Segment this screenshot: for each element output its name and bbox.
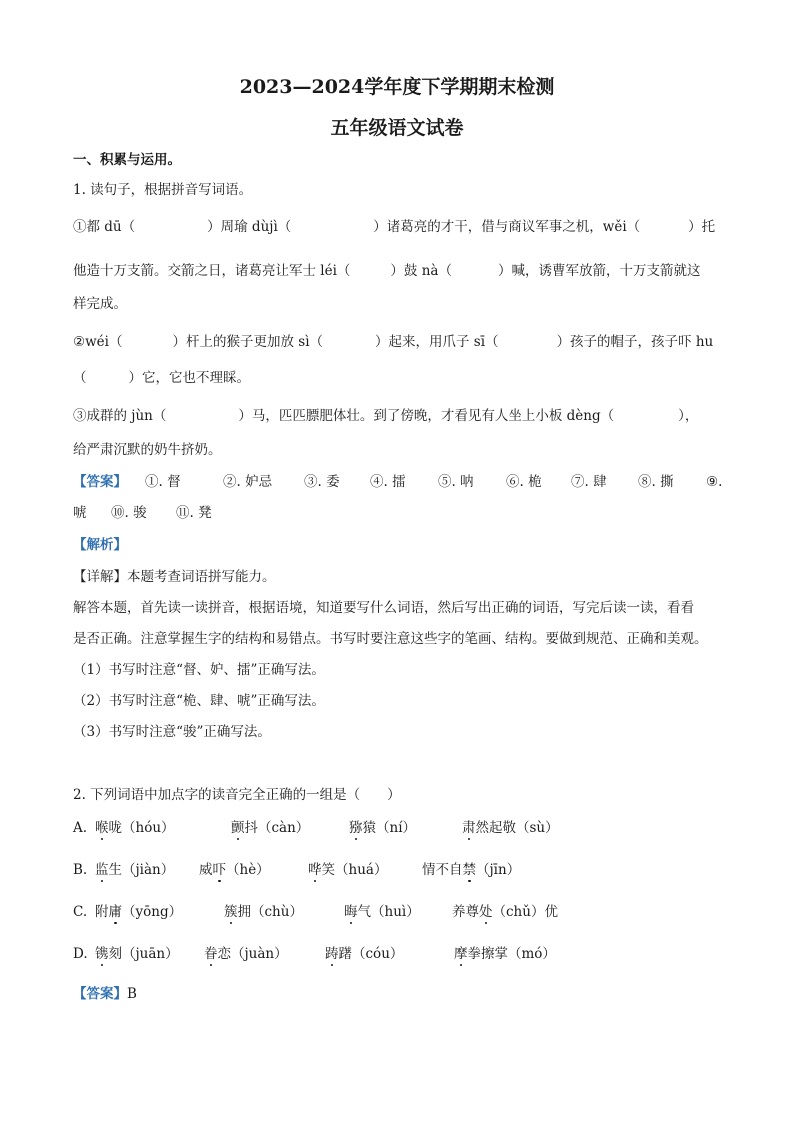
text-fragment: ①都 dū（: [73, 219, 136, 235]
option-word: 威吓（hè）: [199, 862, 270, 878]
answer-item: ⑥. 桅: [506, 474, 542, 490]
answer-item: ③. 委: [304, 474, 340, 490]
note-1: （1）书写时注意“督、妒、擂”正确写法。: [73, 662, 325, 678]
text-fragment: ）起来，用爪子 sī（: [375, 334, 499, 350]
exam-subtitle: 五年级语文试卷: [330, 117, 464, 139]
question-2-answer: [73, 984, 723, 1004]
option-word: 颤抖（càn）: [231, 820, 310, 836]
option-word: 养尊处（chǔ）优: [452, 904, 558, 920]
option-word: 镌刻（juān）: [95, 946, 179, 962]
option-word: 喉咙（hóu）: [95, 820, 175, 836]
exam-title: 2023—2024学年度下学期期末检测: [239, 76, 555, 98]
question-1-sentence-3-line-2: 给严肃沉默的奶牛挤奶。: [73, 442, 222, 458]
note-3: （3）书写时注意“骏”正确写法。: [73, 724, 271, 740]
option-letter: C.: [73, 904, 88, 920]
text-fragment: （: [73, 370, 87, 386]
option-word: 监生（jiàn）: [95, 862, 175, 878]
answer-item: ④. 擂: [370, 474, 406, 490]
answer-item: 唬: [73, 505, 87, 521]
text-fragment: ）马，匹匹膘肥体壮。到了傍晚，才看见有人坐上小板 dèng（: [238, 408, 615, 424]
text-fragment: ②wéi（: [73, 334, 123, 350]
option-word: 肃然起敬（sù）: [462, 820, 559, 836]
option-word: 摩拳擦掌（mó）: [454, 946, 556, 962]
option-letter: A.: [73, 820, 88, 836]
question-2-prompt: 2. 下列词语中加点字的读音完全正确的一组是（ ）: [73, 787, 401, 803]
option-letter: B.: [73, 862, 88, 878]
question-1-sentence-1-line-3: 样完成。: [73, 296, 127, 312]
question-1-answer-row-1: [73, 472, 723, 492]
question-1-sentence-1-line-1: [73, 217, 723, 237]
option-word: 附庸（yōng）: [95, 904, 183, 920]
answer-item: ⑦. 肆: [571, 474, 607, 490]
text-fragment: ③成群的 jùn（: [73, 408, 167, 424]
question-1-sentence-3-line-1: [73, 406, 723, 426]
explanation-line-1: 解答本题，首先读一读拼音，根据语境，知道要写什么词语，然后写出正确的词语，写完后读一读，看看: [73, 600, 694, 616]
analysis-tag: 【解析】: [73, 537, 127, 553]
answer-tag: 【答案】: [73, 986, 127, 1002]
option-word: 情不自禁（jīn）: [422, 862, 521, 878]
text-fragment: ）它，它也不理睬。: [128, 370, 250, 386]
section-heading: 一、积累与运用。: [73, 152, 181, 168]
question-1-sentence-2-line-1: [73, 332, 723, 352]
option-word: 眷恋（juàn）: [204, 946, 288, 962]
text-fragment: ）诸葛亮的才干，借与商议军事之机，wěi（: [373, 219, 641, 235]
answer-item: ⑧. 撕: [638, 474, 674, 490]
option-letter: D.: [73, 946, 88, 962]
answer-item: ①. 督: [145, 474, 181, 490]
question-1-sentence-1-line-2: [73, 261, 723, 281]
text-fragment: ）周瑜 dùjì（: [207, 219, 292, 235]
text-fragment: ）杆上的猴子更加放 sì（: [172, 334, 324, 350]
answer-item: ②. 妒忌: [223, 474, 273, 490]
option-word: 晦气（huì）: [344, 904, 420, 920]
text-fragment: 他造十万支箭。交箭之日，诸葛亮让军士 léi（: [73, 263, 351, 279]
answer-tag: 【答案】: [73, 474, 127, 490]
answer-value: B: [127, 986, 137, 1002]
answer-item: ⑨.: [706, 474, 723, 490]
text-fragment: ），: [678, 408, 699, 424]
text-fragment: ）喊，诱曹军放箭，十万支箭就这: [497, 263, 701, 279]
explanation-line-2: 是否正确。注意掌握生字的结构和易错点。书写时要注意这些字的笔画、结构。要做到规范、正确和美观。: [73, 631, 708, 647]
option-word: 猕猿（ní）: [349, 820, 417, 836]
note-2: （2）书写时注意“桅、肆、唬”正确写法。: [73, 693, 325, 709]
question-1-prompt: 1. 读句子，根据拼音写词语。: [73, 182, 253, 198]
answer-item: ⑩. 骏: [111, 505, 147, 521]
option-word: 簇拥（chù）: [224, 904, 303, 920]
answer-item: ⑤. 呐: [438, 474, 474, 490]
option-word: 哗笑（huá）: [308, 862, 388, 878]
text-fragment: ）孩子的帽子，孩子吓 hu: [556, 334, 714, 350]
answer-item: ⑪. 凳: [176, 505, 212, 521]
detail-line: 【详解】本题考查词语拼写能力。: [73, 569, 276, 585]
option-word: 踌躇（cóu）: [325, 946, 404, 962]
text-fragment: ）鼓 nà（: [390, 263, 452, 279]
text-fragment: ）托: [688, 219, 716, 235]
question-1-sentence-2-line-2: [73, 368, 723, 388]
